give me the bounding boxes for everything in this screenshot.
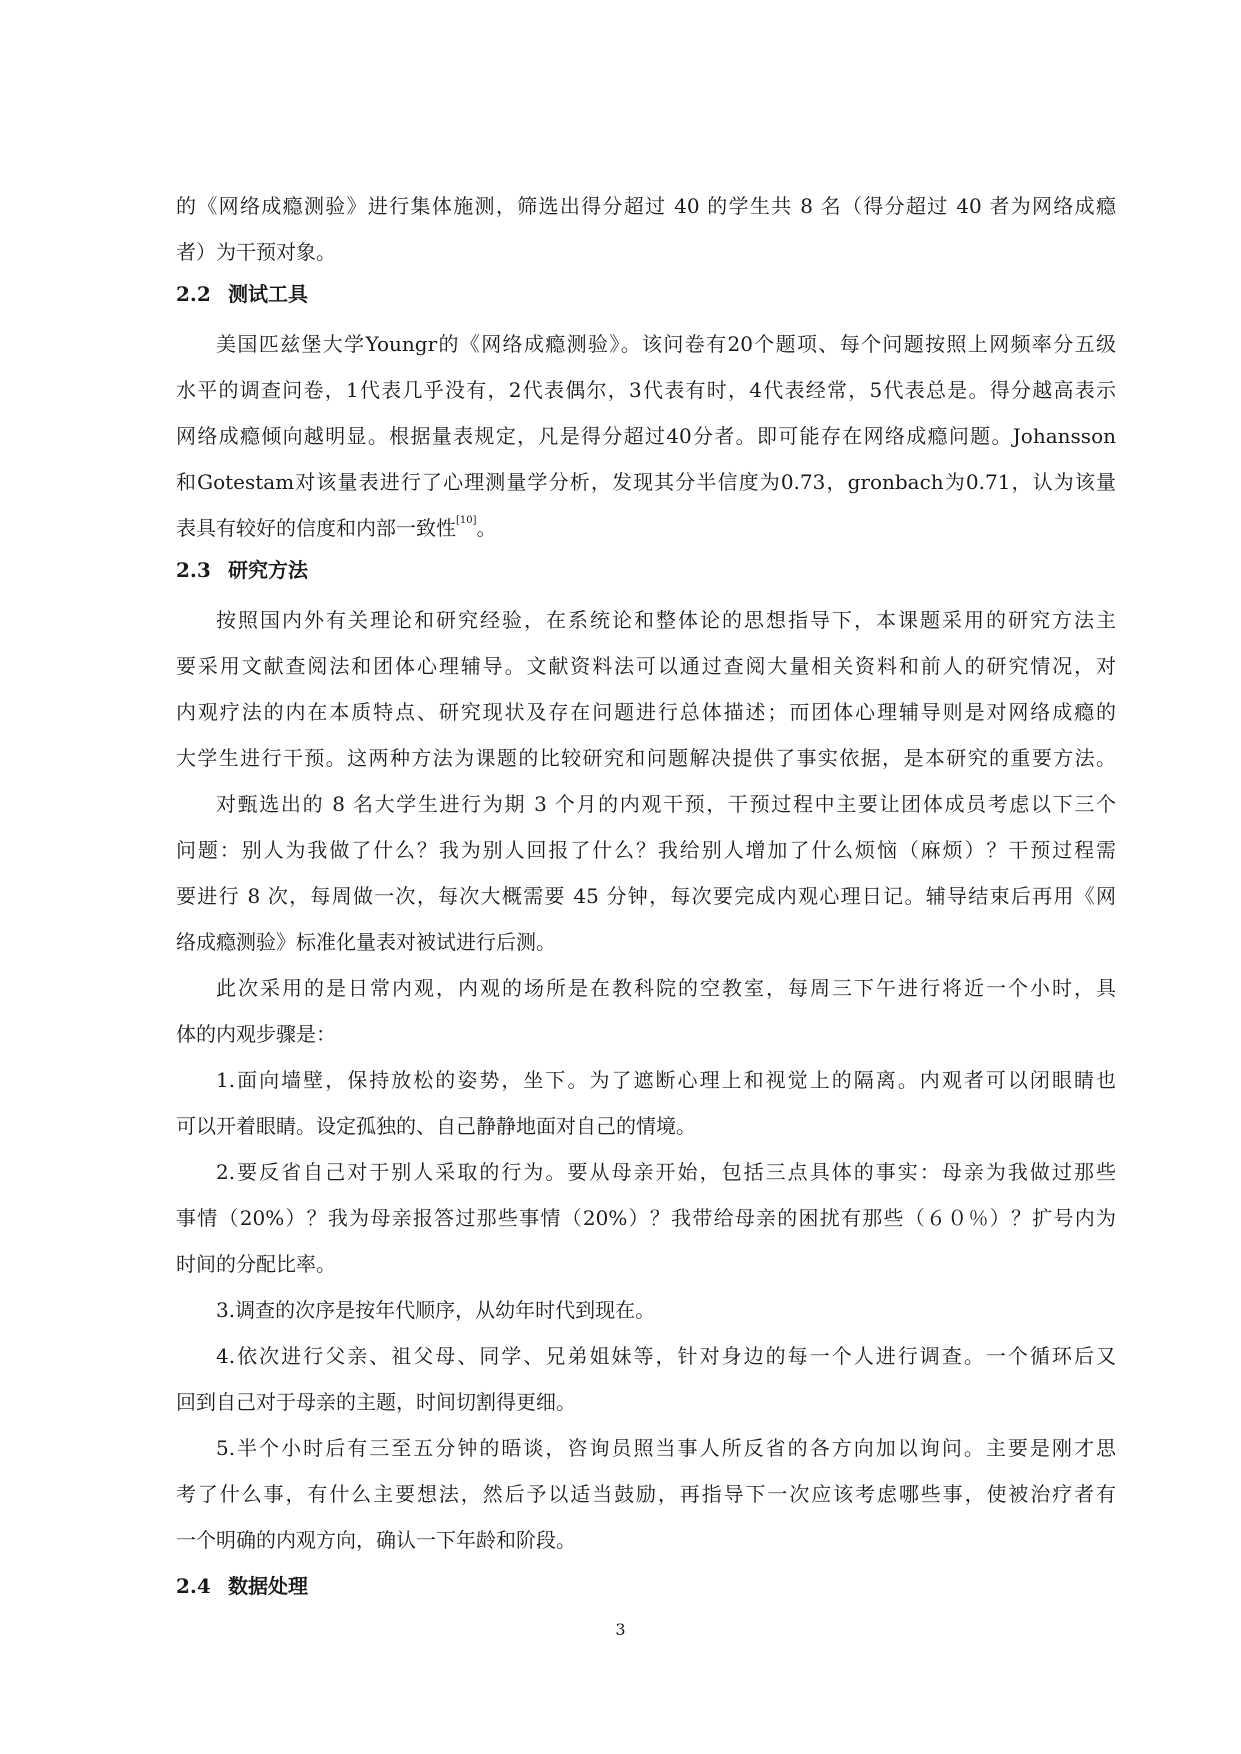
step-5-line-1: 5.半个小时后有三至五分钟的晤谈，咨询员照当事人所反省的各方向加以询问。主要是刚才思 <box>216 1436 1116 1460</box>
sec23-para1-line-2: 要采用文献查阅法和团体心理辅导。文献资料法可以通过查阅大量相关资料和前人的研究情况，对 <box>176 654 1116 678</box>
sec23-para2-line-4: 络成瘾测验》标准化量表对被试进行后测。 <box>176 930 556 954</box>
sec23-para3-line-1: 此次采用的是日常内观，内观的场所是在教科院的空教室，每周三下午进行将近一个小时，具 <box>216 976 1116 1000</box>
section-heading-2-4 <box>176 1572 308 1600</box>
section-number: 2.3 <box>176 558 211 582</box>
intro-line-2: 者）为干预对象。 <box>176 240 336 264</box>
sec23-para1-line-1: 按照国内外有关理论和研究经验，在系统论和整体论的思想指导下，本课题采用的研究方法主 <box>216 608 1116 632</box>
step-3-line-1: 3.调查的次序是按年代顺序，从幼年时代到现在。 <box>216 1298 656 1322</box>
sec23-para2-line-1: 对甄选出的 8 名大学生进行为期 3 个月的内观干预，干预过程中主要让团体成员考虑以下三个 <box>216 792 1116 816</box>
step-5-line-3: 一个明确的内观方向，确认一下年龄和阶段。 <box>176 1528 576 1552</box>
sec23-para1-line-4: 大学生进行干预。这两种方法为课题的比较研究和问题解决提供了事实依据，是本研究的重要方法。 <box>176 746 1116 770</box>
sec23-para2-line-2: 问题：别人为我做了什么？我为别人回报了什么？我给别人增加了什么烦恼（麻烦）？干预过程需 <box>176 838 1116 862</box>
step-1-line-1: 1.面向墙壁，保持放松的姿势，坐下。为了遮断心理上和视觉上的隔离。内观者可以闭眼睛也 <box>216 1068 1116 1092</box>
section-heading-2-2 <box>176 280 308 308</box>
sec22-last-punct: 。 <box>476 516 497 540</box>
sec23-para3-line-2: 体的内观步骤是： <box>176 1022 336 1046</box>
section-title: 数据处理 <box>228 1574 308 1598</box>
citation-ref: [10] <box>456 515 477 526</box>
sec22-line-1: 美国匹兹堡大学Youngr的《网络成瘾测验》。该问卷有20个题项、每个问题按照上网频率分五级 <box>216 332 1116 356</box>
page-number: 3 <box>615 1620 626 1639</box>
sec22-line-5 <box>176 514 1116 542</box>
intro-line-1: 的《网络成瘾测验》进行集体施测，筛选出得分超过 40 的学生共 8 名（得分超过 40 者为网络成瘾 <box>176 194 1116 218</box>
section-heading-2-3 <box>176 556 308 584</box>
section-number: 2.4 <box>176 1574 211 1598</box>
step-2-line-3: 时间的分配比率。 <box>176 1252 336 1276</box>
sec22-line-3: 网络成瘾倾向越明显。根据量表规定，凡是得分超过40分者。即可能存在网络成瘾问题。Johansson <box>176 424 1116 448</box>
section-number: 2.2 <box>176 282 211 306</box>
step-1-line-2: 可以开着眼睛。设定孤独的、自己静静地面对自己的情境。 <box>176 1114 696 1138</box>
step-5-line-2: 考了什么事，有什么主要想法，然后予以适当鼓励，再指导下一次应该考虑哪些事，使被治疗者有 <box>176 1482 1116 1506</box>
step-4-line-1: 4.依次进行父亲、祖父母、同学、兄弟姐妹等，针对身边的每一个人进行调查。一个循环后又 <box>216 1344 1116 1368</box>
sec23-para2-line-3: 要进行 8 次，每周做一次，每次大概需要 45 分钟，每次要完成内观心理日记。辅导结束后再用《网 <box>176 884 1116 908</box>
step-2-line-2: 事情（20%）？我为母亲报答过那些事情（20%）？我带给母亲的困扰有那些（６０％）？扩号内为 <box>176 1206 1116 1230</box>
step-2-line-1: 2.要反省自己对于别人采取的行为。要从母亲开始，包括三点具体的事实：母亲为我做过那些 <box>216 1160 1116 1184</box>
section-title: 研究方法 <box>228 558 308 582</box>
section-title: 测试工具 <box>228 282 308 306</box>
sec22-last-text: 表具有较好的信度和内部一致性 <box>176 516 456 540</box>
step-4-line-2: 回到自己对于母亲的主题，时间切割得更细。 <box>176 1390 576 1414</box>
sec22-line-4: 和Gotestam对该量表进行了心理测量学分析，发现其分半信度为0.73，gronbach为0.71，认为该量 <box>176 470 1116 494</box>
sec23-para1-line-3: 内观疗法的内在本质特点、研究现状及存在问题进行总体描述；而团体心理辅导则是对网络成瘾的 <box>176 700 1116 724</box>
sec22-line-2: 水平的调查问卷，1代表几乎没有，2代表偶尔，3代表有时，4代表经常，5代表总是。得分越高表示 <box>176 378 1116 402</box>
